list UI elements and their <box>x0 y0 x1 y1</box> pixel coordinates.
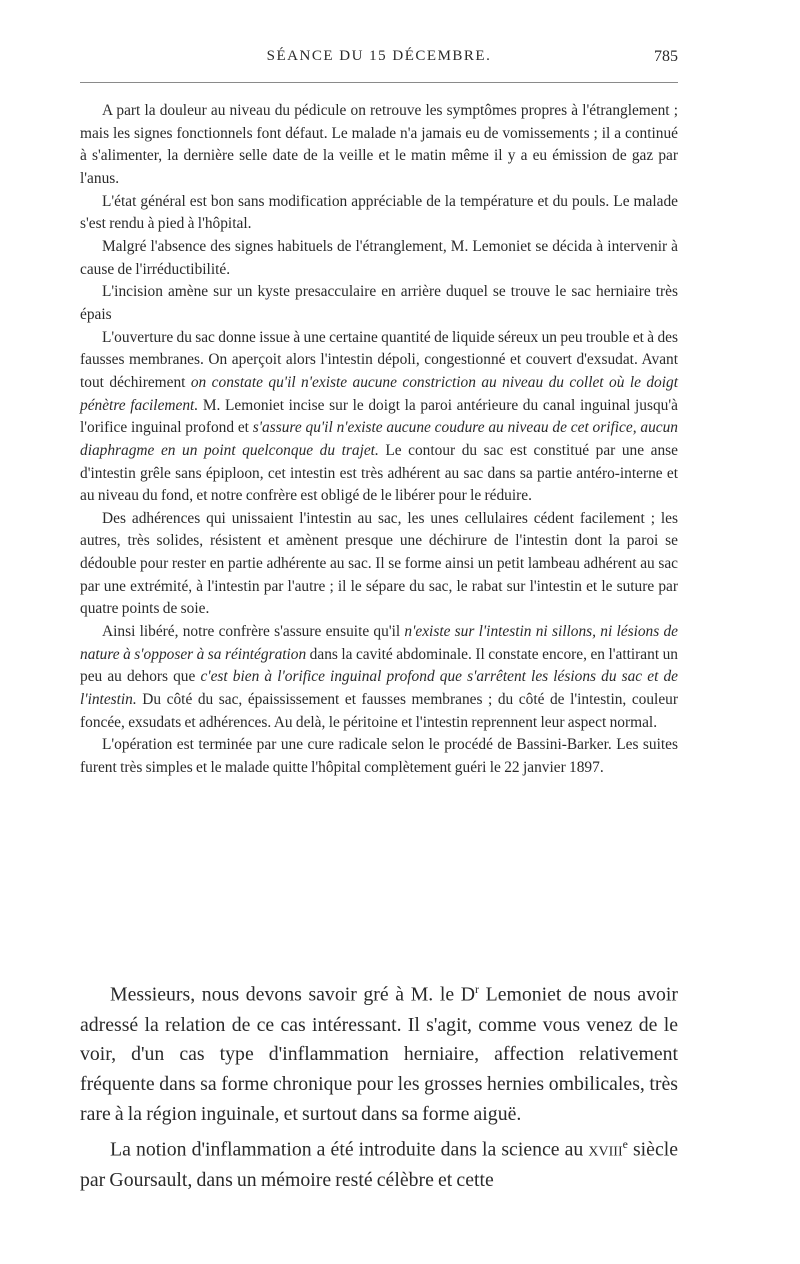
paragraph <box>80 621 678 734</box>
paragraph-text: M. Lemoniet incise sur le doigt la paroi antérieure du canal inguinal jusqu'à l'orifice inguinal profond et <box>80 396 678 437</box>
commentary-text <box>80 975 678 1196</box>
italic-text: c'est bien à l'orifice inguinal profond que s'arrêtent les lésions du sac et de l'intestin. <box>80 668 678 709</box>
century-numeral: xviii <box>588 1138 623 1161</box>
paragraph-text: dans la cavité abdominale. Il constate encore, en l'attirant un peu au dehors que <box>80 645 678 686</box>
superscript: r <box>475 982 479 996</box>
paragraph-text: L'opération est terminée par une cure radicale selon le procédé de Bassini-Barker. Les suites furent très simples et le malade quitte l'hôpital complètement guéri le 22 janvier 1897. <box>80 736 678 777</box>
paragraph <box>80 508 678 621</box>
paragraph-text: A part la douleur au niveau du pédicule on retrouve les symptômes propres à l'étranglement ; mais les signes fonctionnels font défaut. Le malade n'a jamais eu de vomissements ; il a continué à s'alimenter, la dernière selle date de la veille et le matin même il y a eu émission de gaz par l'anus. <box>80 102 678 187</box>
paragraph-text: L'incision amène sur un kyste presacculaire en arrière duquel se trouve le sac herniaire très épais <box>80 283 678 323</box>
paragraph-text: Malgré l'absence des signes habituels de l'étranglement, M. Lemoniet se décida à intervenir à cause de l'irréductibilité. <box>80 237 678 278</box>
paragraph-text: Lemoniet de nous avoir adressé la relation de ce cas intéressant. Il s'agit, comme vous venez de le voir, d'un cas type d'inflammation herniaire, affection relativement fréquente dans sa forme chronique pour les grosses hernies ombilicales, très rare à la région inguinale, et surtout dans sa forme aiguë. <box>80 983 678 1126</box>
case-report-text <box>80 100 678 780</box>
paragraph <box>80 100 678 191</box>
paragraph <box>80 191 678 236</box>
paragraph-text: Le contour du sac est constitué par une anse d'intestin grêle sans épiploon, cet intestin est très adhérent au sac dans sa partie antéro-interne et au niveau du fond, et notre confrère est obligé de le libérer pour le réduire. <box>80 441 678 505</box>
paragraph <box>80 1130 678 1195</box>
paragraph-text: L'ouverture du sac donne issue à une certaine quantité de liquide séreux un peu trouble et à des fausses membranes. On aperçoit alors l'intestin dépoli, congestionné et couvert d'exsudat. Avant tout déchirement <box>80 328 678 391</box>
paragraph <box>80 975 678 1130</box>
page-number: 785 <box>654 48 678 65</box>
paragraph-text: siècle par Goursault, dans un mémoire resté célèbre et cette <box>80 1138 678 1191</box>
paragraph-text: La notion d'inflammation a été introduite dans la science au <box>110 1138 589 1161</box>
paragraph-text: Des adhérences qui unissaient l'intestin au sac, les unes cellulaires cédent facilement ; les autres, très solides, résistent et amènent presque une déchirure de l'intestin dont la paroi se dédouble pour rester en partie adhérente au sac. Il se forme ainsi un petit lambeau adhérent au sac par une extrémité, à l'intestin par l'autre ; il le sépare du sac, le rabat sur l'intestin et le suture par quatre points de soie. <box>80 509 678 618</box>
page-header <box>80 48 678 70</box>
paragraph-text: Ainsi libéré, notre confrère s'assure ensuite qu'il <box>102 623 405 641</box>
paragraph-text: Du côté du sac, épaississement et fausses membranes ; du côté de l'intestin, couleur foncée, exsudats et adhérences. Au delà, le péritoine et l'intestin reprennent leur aspect normal. <box>80 691 678 731</box>
paragraph <box>80 281 678 326</box>
paragraph <box>80 327 678 508</box>
running-title: SÉANCE DU 15 DÉCEMBRE. <box>266 48 492 64</box>
paragraph-text: L'état général est bon sans modification appréciable de la température et du pouls. Le malade s'est rendu à pied à l'hôpital. <box>80 192 678 233</box>
italic-text: n'existe sur l'intestin ni sillons, ni lésions de nature à s'opposer à sa réintégration <box>80 623 678 663</box>
superscript: e <box>622 1137 628 1152</box>
paragraph <box>80 734 678 779</box>
italic-text: s'assure qu'il n'existe aucune coudure au niveau de cet orifice, aucun diaphragme en un point quelconque du trajet. <box>80 419 678 459</box>
paragraph-text: Messieurs, nous devons savoir gré à M. le D <box>110 983 476 1006</box>
paragraph <box>80 236 678 281</box>
italic-text: on constate qu'il n'existe aucune constriction au niveau du collet où le doigt pénètre facilement. <box>80 373 678 414</box>
header-rule <box>80 82 678 83</box>
